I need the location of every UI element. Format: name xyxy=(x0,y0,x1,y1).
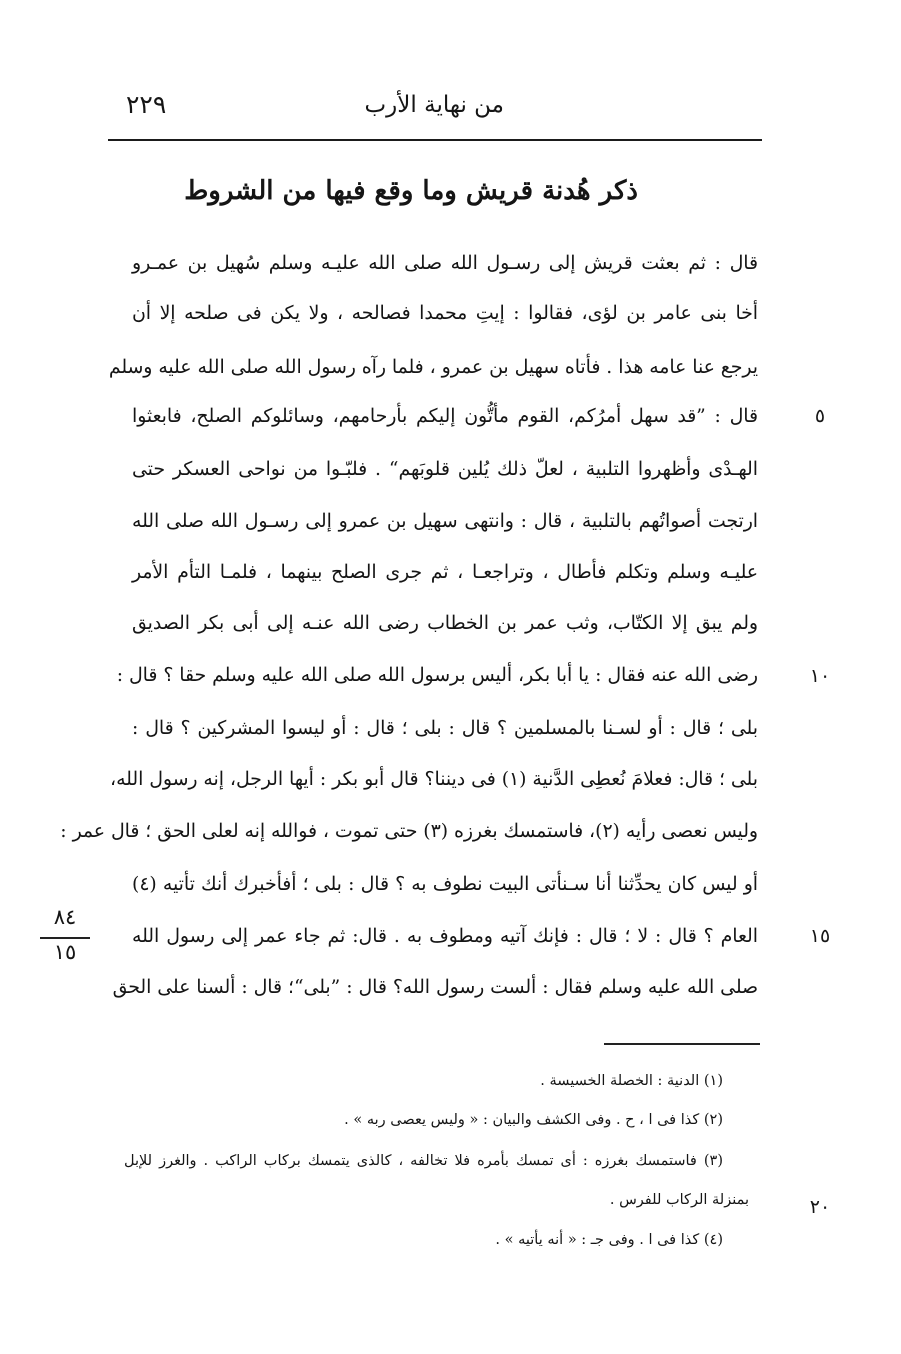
body-line: قال : ”قد سهل أمرُكم، القوم مأتُّون إليكم بأرحامهم، وسائلوكم الصلح، فابعثوا xyxy=(132,406,758,427)
body-line: الهـدْى وأظهروا التلبية ، لعلّ ذلك يُلين قلوبَهم“ . فلبّـوا من نواحى العسكر حتى xyxy=(132,459,758,480)
line-number: ١٠ xyxy=(809,665,831,687)
footnote: (١) الدنية : الخصلة الخسيسة . xyxy=(540,1073,723,1089)
body-line: وليس نعصى رأيه (٢)، فاستمسك بغرزه (٣) حتى تموت ، فوالله إنه لعلى الحق ؛ قال عمر : xyxy=(60,821,758,842)
footnote: (٢) كذا فى ا ، ح . وفى الكشف والبيان : « وليس يعصى ربه » . xyxy=(344,1112,723,1128)
running-title: من نهاية الأرب xyxy=(364,92,504,118)
header-rule xyxy=(108,139,762,141)
body-line: ارتجت أصواتُهم بالتلبية ، قال : وانتهى سهيل بن عمرو إلى رسـول الله صلى الله xyxy=(132,511,758,532)
line-number: ١٥ xyxy=(809,925,831,947)
footnote: (٣) فاستمسك بغرزه : أى تمسك بأمره فلا تخالفه ، كالذى يتمسك بركاب الراكب . والغرز للإبل xyxy=(124,1153,723,1169)
body-line: يرجع عنا عامه هذا . فأتاه سهيل بن عمرو ، فلما رآه رسول الله صلى الله عليه وسلم xyxy=(108,357,758,378)
footnote-rule xyxy=(604,1043,760,1045)
line-number: ٢٠ xyxy=(809,1196,831,1218)
body-line: بلى ؛ قال : أو لسـنا بالمسلمين ؟ قال : بلى ؛ قال : أو ليسوا المشركين ؟ قال : xyxy=(132,718,758,739)
folio-top: ٨٤ xyxy=(53,905,77,929)
body-line: رضى الله عنه فقال : يا أبا بكر، أليس برسول الله صلى الله عليه وسلم حقا ؟ قال : xyxy=(116,665,758,686)
body-line: العام ؟ قال : لا ؛ قال : فإنك آتيه ومطوف به . قال: ثم جاء عمر إلى رسول الله xyxy=(132,926,758,947)
folio-rule xyxy=(40,937,90,939)
section-title: ذكر هُدنة قريش وما وقع فيها من الشروط xyxy=(184,176,638,206)
page-number: ٢٢٩ xyxy=(126,90,167,119)
body-line: أخا بنى عامر بن لؤى، فقالوا : إيتِ محمدا فصالحه ، ولا يكن فى صلحه إلا أن xyxy=(132,303,758,324)
folio-bottom: ١٥ xyxy=(53,940,77,964)
footnote: (٤) كذا فى ا . وفى جـ : « أنه يأتيه » . xyxy=(495,1232,723,1248)
body-line: أو ليس كان يحدِّثنا أنا سـنأتى البيت نطوف به ؟ قال : بلى ؛ أفأخبرك أنك تأتيه (٤) xyxy=(132,874,758,895)
body-line: قال : ثم بعثت قريش إلى رسـول الله صلى الله عليـه وسلم سُهيل بن عمـرو xyxy=(132,253,758,274)
line-number: ٥ xyxy=(814,405,826,427)
body-line: بلى ؛ قال: فعلامَ نُعطِى الدَّنية (١) فى ديننا؟ قال أبو بكر : أيها الرجل، إنه رسول الله، xyxy=(110,769,758,790)
body-line: عليـه وسلم وتكلم فأطال ، وتراجعـا ، ثم جرى الصلح بينهما ، فلمـا التأم الأمر xyxy=(132,562,758,583)
footnote-continuation: بمنزلة الركاب للفرس . xyxy=(609,1192,749,1208)
body-line: ولم يبق إلا الكتّاب، وثب عمر بن الخطاب رضى الله عنـه إلى أبى بكر الصديق xyxy=(132,613,758,634)
body-line: صلى الله عليه وسلم فقال : ألست رسول الله؟ قال : ”بلى“؛ قال : ألسنا على الحق xyxy=(112,977,758,998)
